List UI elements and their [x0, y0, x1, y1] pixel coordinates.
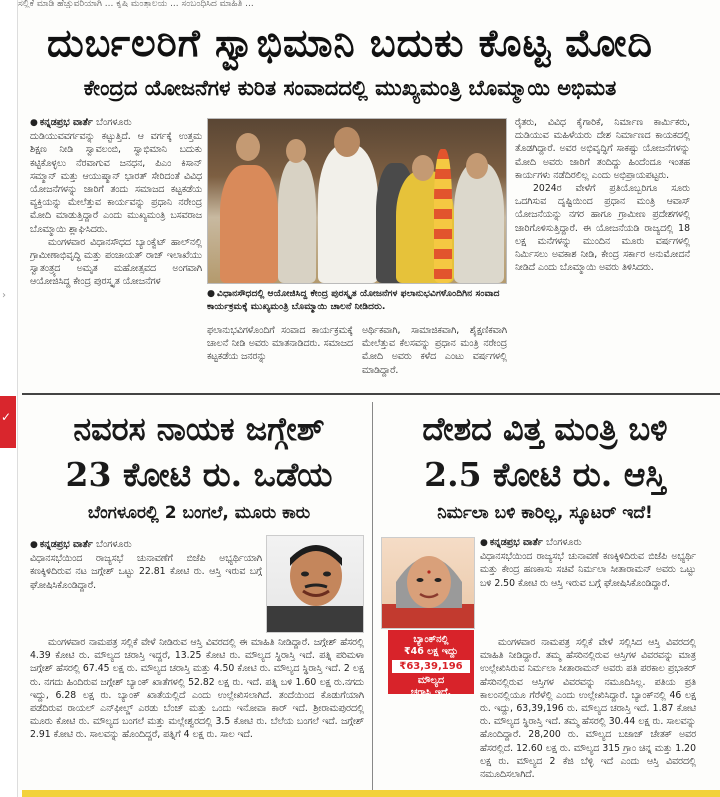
figure-saffron [220, 165, 278, 283]
byline-city: ಬೆಂಗಳೂರು [96, 539, 132, 550]
story1-column-1 [30, 116, 202, 386]
story3-portrait-nirmala [381, 537, 475, 629]
story1-photo [207, 118, 507, 284]
story1-column-3 [362, 324, 507, 386]
story3-body-text: ಮಂಗಳವಾರ ನಾಮಪತ್ರ ಸಲ್ಲಿಕೆ ವೇಳೆ ಸಲ್ಲಿಸಿದ ಆಸ್ತಿ ವಿವರದಲ್ಲಿ ಮಾಹಿತಿ ನೀಡಿದ್ದಾರೆ. ತಮ್ಮ ಹೆಸರಿನಲ್ಲಿರುವ ಆಸ್ತಿಗಳ ವಿವರವನ್ನು ಮಾತ್ರ ಉಲ್ಲೇಖಿಸಿರುವ ನಿರ್ಮಲಾ ಸೀತಾರಾಮನ್ ಅವರು ಪತಿ ಪರಕಾಲ ಪ್ರಭಾಕರ್ ಹೆಸರಿನಲ್ಲಿರುವ ಆಸ್ತಿಗಳ ವಿವರವನ್ನು ನಮೂದಿಸಿಲ್ಲ. ಪತಿಯ ಪ್ರತಿ ಕಾಲಂನಲ್ಲಿಯೂ ಗೆರೆಳೆಲ್ಲಿ ಎಂದು ಉಲ್ಲೇಖಿಸಿದ್ದಾರೆ. ಬ್ಯಾಂಕ್‌ನಲ್ಲಿ 46 ಲಕ್ಷ ರು. ಇದ್ದು, 63,39,196 ರು. ಮೌಲ್ಯದ ಚರಾಸ್ತಿ ಇದೆ. 1.87 ಕೋಟಿ ರು. ಮೌಲ್ಯದ ಸ್ಥಿರಾಸ್ತಿ ಇದೆ. ತಮ್ಮ ಹೆಸರಲ್ಲಿ 30.44 ಲಕ್ಷ ರು. ಸಾಲವನ್ನು ಹೊಂದಿದ್ದಾರೆ. 28,200 ರು. ಮೌಲ್ಯದ ಬಜಾಜ್ ಚೇತಕ್ ಅವರ ಹೆಸರಲ್ಲಿದೆ. 12.60 ಲಕ್ಷ ರು. ಮೌಲ್ಯದ 315 ಗ್ರಾಂ ಚಿನ್ನ ಮತ್ತು 1.20 ಲಕ್ಷ ರು. ಮೌಲ್ಯದ 2 ಕೆಜಿ ಬೆಳ್ಳಿ ಇದೆ ಎಂದು ಆಸ್ತಿ ವಿವರದಲ್ಲಿ ನಮೂದಿಸಲಾಗಿದೆ. [480, 637, 696, 781]
story1-col3-text: ಅರ್ಥಿಕವಾಗಿ, ಸಾಮಾಜಿಕವಾಗಿ, ಶೈಕ್ಷಣಿಕವಾಗಿ ಮೇಲೆತ್ತುವ ಕೆಲಸವನ್ನು ಪ್ರಧಾನ ಮಂತ್ರಿ ನರೇಂದ್ರ ಮೋದಿ ಅವರು ಕಳೆದ ಎಂಟು ವರ್ಷಗಳಲ್ಲಿ ಮಾಡಿದ್ದಾರೆ. [362, 325, 507, 376]
bullet-icon: ● [30, 118, 38, 128]
story1-headline: ದುರ್ಬಲರಿಗೆ ಸ್ವಾಭಿಮಾನಿ ಬದುಕು ಕೊಟ್ಟ ಮೋದಿ [47, 20, 653, 65]
badge-line3: ಮೌಲ್ಯದ [417, 675, 445, 686]
story2-subhead: ಬೆಂಗಳೂರಲ್ಲಿ 2 ಬಂಗಲೆ, ಮೂರು ಕಾರು [87, 503, 311, 523]
byline-city: ಬೆಂಗಳೂರು [546, 537, 582, 548]
story2-body-text: ಮಂಗಳವಾರ ನಾಮಪತ್ರ ಸಲ್ಲಿಕೆ ವೇಳೆ ನೀಡಿರುವ ಆಸ್ತಿ ವಿವರದಲ್ಲಿ ಈ ಮಾಹಿತಿ ನೀಡಿದ್ದಾರೆ. ಜಗ್ಗೇಶ್ ಹೆಸರಲ್ಲಿ 4.39 ಕೋಟಿ ರು. ಮೌಲ್ಯದ ಚರಾಸ್ತಿ ಇದ್ದರೆ, 13.25 ಕೋಟಿ ರು. ಮೌಲ್ಯದ ಸ್ಥಿರಾಸ್ತಿ ಇದೆ. ಪತ್ನಿ ಪರಿಮಳಾ ಜಗ್ಗೇಶ್ ಹೆಸರಲ್ಲಿ 67.45 ಲಕ್ಷ ರು. ಮೌಲ್ಯದ ಚರಾಸ್ತಿ ಮತ್ತು 4.50 ಕೋಟಿ ರು. ಮೌಲ್ಯದ ಸ್ಥಿರಾಸ್ತಿ ಇದೆ. 2 ಲಕ್ಷ ರು. ನಗದು ಹಿಂದಿರುವ ಜಗ್ಗೇಶ್ ಬ್ಯಾಂಕ್ ಖಾತೆಗಳಲ್ಲಿ 52.82 ಲಕ್ಷ ರು. ಇದೆ. ಪತ್ನಿ ಬಳಿ 1.60 ಲಕ್ಷ ರು.ನಗದು ಇದ್ದು, 6.28 ಲಕ್ಷ ರು. ಬ್ಯಾಂಕ್ ಖಾತೆಯಲ್ಲಿದೆ ಎಂದು ಉಲ್ಲೇಖಿಸಲಾಗಿದೆ. ತಂದೆಯಿಂದ ಕೊಡುಗೆಯಾಗಿ ಪಡೆದಿರುವ ರಾಯಲ್ ಎನ್‌ಫೀಲ್ಡ್ ಎರಡು ಬೆಂಜ್ ಮತ್ತು ಒಂದು ಇನೋವಾ ಕಾರ್ ಇದೆ. ಶ್ರೀರಾಮಪುರದಲ್ಲಿ ಮೂರು ಕೋಟಿ ರು. ಮೌಲ್ಯದ ಬಂಗಲೆ ಮತ್ತು ಮಲ್ಲೇಶ್ವರದಲ್ಲಿ 3.5 ಕೋಟಿ ರು. ಬೆಲೆಯ ಬಂಗಲೆ ಇದೆ. ಜಗ್ಗೇಶ್ 2.91 ಕೋಟಿ ರು. ಸಾಲವನ್ನು ಹೊಂದಿದ್ದರೆ, ಪತ್ನಿಗೆ 4 ಲಕ್ಷ ರು. ಸಾಲ ಇದೆ. [30, 637, 364, 741]
top-strip-text: ಸಲ್ಲಿಕೆ ಮಾಡಿ ಹೆಚ್ಚುವರಿಯಾಗಿ ... ಕೃಷಿ ಮಂತ್ರಾಲಯ ... ಸಂಬಂಧಿಸಿದ ಮಾಹಿತಿ ... [18, 0, 254, 8]
byline-source: ಕನ್ನಡಪ್ರಭ ವಾರ್ತೆ [39, 539, 93, 550]
caption-text: ವಿಧಾನಸೌಧದಲ್ಲಿ ಆಯೋಜಿಸಿದ್ದ ಕೇಂದ್ರ ಪುರಸ್ಕೃತ ಯೋಜನೆಗಳ ಫಲಾನುಭವಿಗಳೊಂದಿಗಿನ ಸಂವಾದ ಕಾರ್ಯಕ್ರಮಕ್ಕೆ ಮುಖ್ಯಮಂತ್ರಿ ಬೊಮ್ಮಾಯಿ ಚಾಲನೆ ನೀಡಿದರು. [207, 288, 500, 312]
story1-col4b-text: 2024ರ ವೇಳೆಗೆ ಪ್ರತಿಯೊಬ್ಬರಿಗೂ ಸೂರು ಒದಗಿಸುವ ದೃಷ್ಟಿಯಿಂದ ಪ್ರಧಾನ ಮಂತ್ರಿ ಆವಾಸ್ ಯೋಜನೆಯನ್ನು ನಗರ ಹಾಗೂ ಗ್ರಾಮೀಣ ಪ್ರದೇಶಗಳಲ್ಲಿ ಜಾರಿಗೊಳಿಸುತ್ತಿದ್ದಾರೆ. ಈ ಯೋಜನೆಯಡಿ ರಾಜ್ಯದಲ್ಲಿ 18 ಲಕ್ಷ ಮನೆಗಳನ್ನು ಮುಂದಿನ ಮೂರು ವರ್ಷಗಳಲ್ಲಿ ನಿರ್ಮಿಸಲು ಅವಕಾಶ ನೀಡಿ, ಕೇಂದ್ರ ಸರ್ಕಾರ ಅನುಮೋದನೆ ನೀಡಿದೆ ಎಂದು ಬೊಮ್ಮಾಯಿ ಅವರು ತಿಳಿಸಿದರು. [515, 183, 690, 274]
column-divider [372, 402, 373, 790]
story3-intro-text: ವಿಧಾನಸಭೆಯಿಂದ ರಾಜ್ಯಸಭೆ ಚುನಾವಣೆ ಕಣಕ್ಕಿಳಿದಿರುವ ಬಿಜೆಪಿ ಅಭ್ಯರ್ಥಿ ಮತ್ತು ಕೇಂದ್ರ ಹಣಕಾಸು ಸಚಿವೆ ನಿರ್ಮಲಾ ಸೀತಾರಾಮನ್ ಅವರು ಒಟ್ಟು ಬಳಿ 2.50 ಕೋಟಿ ರು ಆಸ್ತಿ ಇರುವ ಬಗ್ಗೆ ಘೋಷಿಸಿಕೊಂಡಿದ್ದಾರೆ. [480, 551, 696, 589]
tab-arrow-icon: ✓ [1, 410, 12, 424]
story3-body-column [388, 636, 696, 788]
bottom-yellow-bar [22, 790, 720, 797]
figure-head [412, 155, 434, 181]
figure-white-1 [278, 159, 316, 283]
badge-amount: ₹63,39,196 [392, 660, 470, 673]
story1-col1b-text: ಮಂಗಳವಾರ ವಿಧಾನಸೌಧದ ಬ್ಯಾಂಕ್ವೆಟ್ ಹಾಲ್‌ನಲ್ಲಿ ಗ್ರಾಮೀಣಾಭಿವೃದ್ಧಿ ಮತ್ತು ಪಂಚಾಯತ್ ರಾಜ್ ಇಲಾಖೆಯು ಸ್ವಾತಂತ್ರ್ಯದ ಅಮೃತ ಮಹೋತ್ಸವದ ಅಂಗವಾಗಿ ಆಯೋಜಿಸಿದ್ದ ಕೇಂದ್ರ ಪುರಸ್ಕೃತ ಯೋಜನೆಗಳ [30, 236, 202, 288]
byline-source: ಕನ್ನಡಪ್ರಭ ವಾರ್ತೆ [489, 537, 543, 548]
bullet-icon: ● [207, 288, 216, 299]
badge-line4: ಚರಾಸ್ತಿ ಇದೆ. [410, 687, 452, 698]
figure-head [466, 153, 488, 179]
portrait-drawing [382, 538, 475, 629]
gutter-mark: › [2, 290, 6, 301]
story3-intro-column [480, 536, 696, 632]
figure-cm [318, 145, 378, 283]
story1-col1-text: ದುಡಿಯುವವರ್ಗವನ್ನು ಕಟ್ಟುತ್ತಿದೆ. ಆ ವರ್ಗಕ್ಕೆ ಉತ್ತಮ ಶಿಕ್ಷಣ ನೀಡಿ ಸ್ವಾವಲಂಬಿ, ಸ್ವಾಭಿಮಾನಿ ಬದುಕು ಕಟ್ಟಿಕೊಳ್ಳಲು ನೆರವಾಗುವ ಜನಧನ, ಪಿಎಂ ಕಿಸಾನ್ ಸಮ್ಮಾನ್ ಮತ್ತು ಆಯುಷ್ಮಾನ್ ಭಾರತ್ ಸೇರಿದಂತೆ ವಿವಿಧ ಯೋಜನೆಗಳನ್ನು ಜಾರಿಗೆ ತಂದು ಸಮಾಜದ ಕಟ್ಟಕಡೆಯ ವ್ಯಕ್ತಿಯನ್ನು ಮೇಲೆತ್ತುವ ಕಾರ್ಯವನ್ನು ಪ್ರಧಾನಿ ನರೇಂದ್ರ ಮೋದಿ ಮಾಡುತ್ತಿದ್ದಾರೆ ಎಂದು ಮುಖ್ಯಮಂತ್ರಿ ಬಸವರಾಜ ಬೊಮ್ಮಾಯಿ ಶ್ಲಾಘಿಸಿದರು. [30, 131, 202, 235]
story2-headline-line2: 23 ಕೋಟಿ ರು. ಒಡೆಯ [65, 455, 333, 494]
badge-line2: ₹46 ಲಕ್ಷ ಇದ್ದು [404, 646, 458, 657]
story2-intro-text: ವಿಧಾನಸಭೆಯಿಂದ ರಾಜ್ಯಸಭೆ ಚುನಾವಣೆಗೆ ಬಿಜೆಪಿ ಅಭ್ಯರ್ಥಿಯಾಗಿ ಕಣಕ್ಕಿಳಿದಿರುವ ನಟ ಜಗ್ಗೇಶ್ ಒಟ್ಟು 22.81 ಕೋಟಿ ರು. ಆಸ್ತಿ ಇರುವ ಬಗ್ಗೆ ಘೋಷಿಸಿಕೊಂಡಿದ್ದಾರೆ. [30, 553, 262, 591]
story1-photo-caption [207, 287, 507, 313]
portrait-drawing [267, 536, 364, 633]
left-gutter [0, 0, 18, 797]
badge-line1: ಬ್ಯಾಂಕ್‌ನಲ್ಲಿ [413, 634, 449, 645]
story2-byline [30, 538, 262, 552]
story1-byline [30, 116, 202, 130]
story1-column-2 [207, 324, 353, 386]
story2-portrait-jaggesh [266, 535, 364, 633]
garland [434, 149, 452, 283]
story2-headline-line1: ನವರಸ ನಾಯಕ ಜಗ್ಗೇಶ್ [73, 410, 325, 448]
story1-col4-text: ರೈತರು, ವಿವಿಧ ಕೈಗಾರಿಕೆ, ನಿರ್ಮಾಣ ಕಾರ್ಮಿಕರು, ದುಡಿಯುವ ಮಹಿಳೆಯರು ದೇಶ ನಿರ್ಮಾಣದ ಕಾಯಕದಲ್ಲಿ ತೊಡಗಿದ್ದಾರೆ. ಅವರ ಅಭಿವೃದ್ಧಿಗೆ ಸಾಕಷ್ಟು ಯೋಜನೆಗಳನ್ನು ಮೋದಿ ಅವರು ಜಾರಿಗೆ ತಂದಿದ್ದು ಹಿಂದೆಂದೂ ಇಂತಹ ಕಾರ್ಯಗಳು ನಡೆದಿರಲಿಲ್ಲ ಎಂದು ಅಭಿಪ್ರಾಯಪಟ್ಟರು. [515, 117, 690, 181]
bullet-icon: ● [30, 540, 38, 550]
story3-subhead: ನಿರ್ಮಲಾ ಬಳಿ ಕಾರಿಲ್ಲ, ಸ್ಕೂಟರ್ ಇದೆ! [437, 503, 653, 523]
story3-headline-line1: ದೇಶದ ವಿತ್ತ ಮಂತ್ರಿ ಬಳಿ [422, 410, 668, 448]
bullet-icon: ● [480, 538, 488, 548]
section-divider [22, 393, 720, 395]
figure-head [286, 139, 306, 163]
story1-subhead: ಕೇಂದ್ರದ ಯೋಜನೆಗಳ ಕುರಿತ ಸಂವಾದದಲ್ಲಿ ಮುಖ್ಯಮಂತ್ರಿ ಬೊಮ್ಮಾಯಿ ಅಭಿಮತ [83, 76, 617, 100]
story3-headline-line2: 2.5 ಕೋಟಿ ರು. ಆಸ್ತಿ [424, 455, 666, 494]
story2-intro-column [30, 538, 262, 634]
figure-head [334, 127, 360, 157]
figure-white-2 [454, 163, 504, 283]
story2-body-column [30, 636, 364, 786]
byline-city: ಬೆಂಗಳೂರು [96, 117, 132, 128]
story3-byline [480, 536, 696, 550]
red-section-tab [0, 396, 16, 448]
byline-source: ಕನ್ನಡಪ್ರಭ ವಾರ್ತೆ [39, 117, 93, 128]
story1-column-4 [515, 116, 690, 386]
figure-head [236, 133, 260, 161]
story1-col2-text: ಫಲಾನುಭವಿಗಳೊಂದಿಗೆ ಸಂವಾದ ಕಾರ್ಯಕ್ರಮಕ್ಕೆ ಚಾಲನೆ ನೀಡಿ ಅವರು ಮಾತನಾಡಿದರು. ಸಮಾಜದ ಕಟ್ಟಕಡೆಯ ಜನರನ್ನು [207, 325, 353, 363]
